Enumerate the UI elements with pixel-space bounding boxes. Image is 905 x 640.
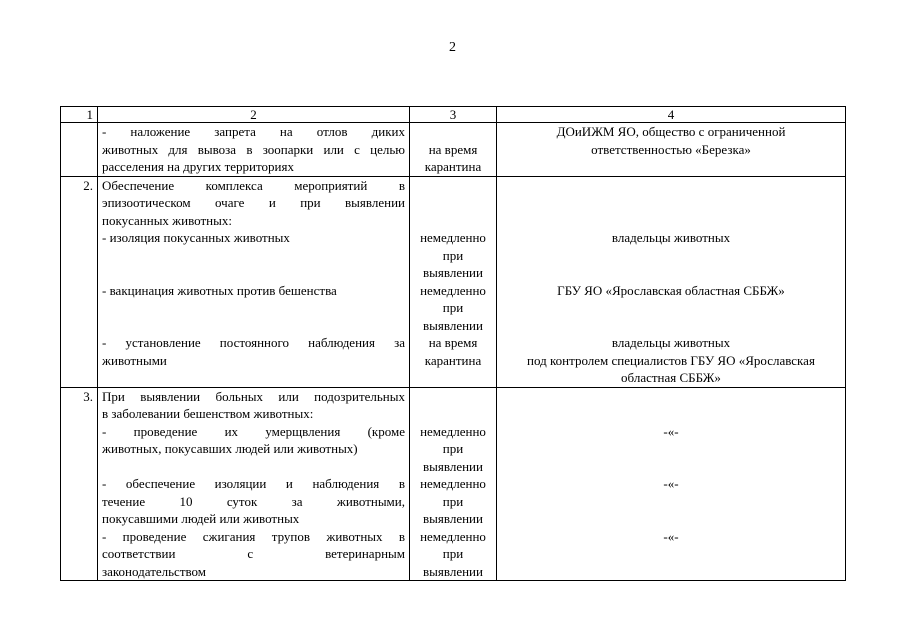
measure-cell [98,123,410,177]
responsible-line [497,158,845,176]
responsible-line: ДОиИЖМ ЯО, общество с ограниченной [556,124,786,139]
term-line: при [442,247,464,263]
header-col-3: 3 [410,107,497,123]
measure-line: - наложение запрета на отлов диких [102,124,405,139]
page-number: 2 [449,40,456,55]
measure-line: законодательством [102,563,207,579]
measure-line: - проведение сжигания трупов животных в [102,528,405,544]
measure-cell [98,176,410,387]
responsible-line [497,247,845,265]
measure-line [102,458,405,476]
responsible-line: владельцы животных [611,230,731,245]
responsible-line: под контролем специалистов ГБУ ЯО «Ярославская [527,352,815,368]
responsible-line [497,493,845,511]
responsible-line: владельцы животных [611,335,731,350]
measure-line [102,299,405,317]
measure-line [102,247,405,265]
measure-line: течение 10 суток за животными, [102,493,405,509]
measure-line: - вакцинация животных против бешенства [102,282,337,298]
responsible-cell [497,123,846,177]
measure-line: - изоляция покусанных животных [102,230,290,245]
measure-line: - проведение их умерщвления (кроме [102,423,405,439]
responsible-line [497,317,845,335]
responsible-line: -«- [663,423,679,439]
measure-line [102,264,405,282]
responsible-line: областная СББЖ» [621,370,721,385]
row-number [61,123,98,177]
term-line: выявлении [423,563,483,579]
responsible-line [497,440,845,458]
row-number: 3. [61,387,98,581]
term-line: при [442,493,464,509]
responsible-line: ГБУ ЯО «Ярославская областная СББЖ» [557,282,785,298]
term-line: карантина [424,159,482,174]
responsible-line: -«- [663,528,679,544]
responsible-line [497,563,845,581]
term-line: при [442,441,464,456]
term-line: немедленно [420,476,486,491]
measure-line: расселения на других территориях [102,159,294,174]
term-cell [410,387,497,581]
term-line: немедленно [420,423,486,439]
responsible-cell [497,387,846,581]
responsible-line: ответственностью «Березка» [591,141,751,157]
table-row [61,176,846,387]
term-line [410,369,496,387]
term-line [410,123,496,141]
measure-line [102,317,405,335]
measure-line: - обеспечение изоляции и наблюдения в [102,476,405,491]
measure-cell [98,387,410,581]
term-line: карантина [424,352,482,368]
responsible-line [497,458,845,476]
measure-line: соответствии с ветеринарным [102,546,405,561]
measures-table [60,106,846,581]
responsible-line [497,510,845,528]
measure-line [102,369,405,387]
measure-intro-line: покусанных животных: [102,212,232,228]
responsible-line [497,545,845,563]
responsible-cell [497,176,846,387]
measure-line: животных, покусавших людей или животных) [102,441,358,456]
term-line: выявлении [423,317,483,333]
measure-line: животных для вывоза в зоопарки или с целью [102,141,405,157]
table-row [61,387,846,581]
term-cell [410,176,497,387]
term-cell [410,123,497,177]
responsible-line: -«- [663,476,679,491]
header-col-4: 4 [497,107,846,123]
measure-line: - установление постоянного наблюдения за [102,335,405,350]
table-header-row [61,107,846,123]
term-line: при [442,300,464,315]
measure-line: покусавшими людей или животных [102,511,300,526]
measure-line: животными [102,352,167,368]
term-line: выявлении [423,458,483,474]
term-line: при [442,546,464,561]
header-col-1: 1 [61,107,98,123]
responsible-line [497,264,845,282]
measure-intro-line: в заболевании бешенством животных: [102,406,314,421]
row-number: 2. [61,176,98,387]
term-line: немедленно [420,282,486,298]
header-col-2: 2 [98,107,410,123]
term-line: немедленно [420,230,486,245]
table-row [61,123,846,177]
measure-intro-line: эпизоотическом очаге и при выявлении [102,195,405,210]
responsible-line [497,299,845,317]
term-line: немедленно [420,528,486,544]
term-line: на время [428,141,478,157]
measure-intro-line: Обеспечение комплекса мероприятий в [102,177,405,193]
measure-intro-line: При выявлении больных или подозрительных [102,388,405,404]
term-line: выявлении [423,511,483,526]
term-line: на время [428,335,478,350]
term-line: выявлении [423,265,483,280]
